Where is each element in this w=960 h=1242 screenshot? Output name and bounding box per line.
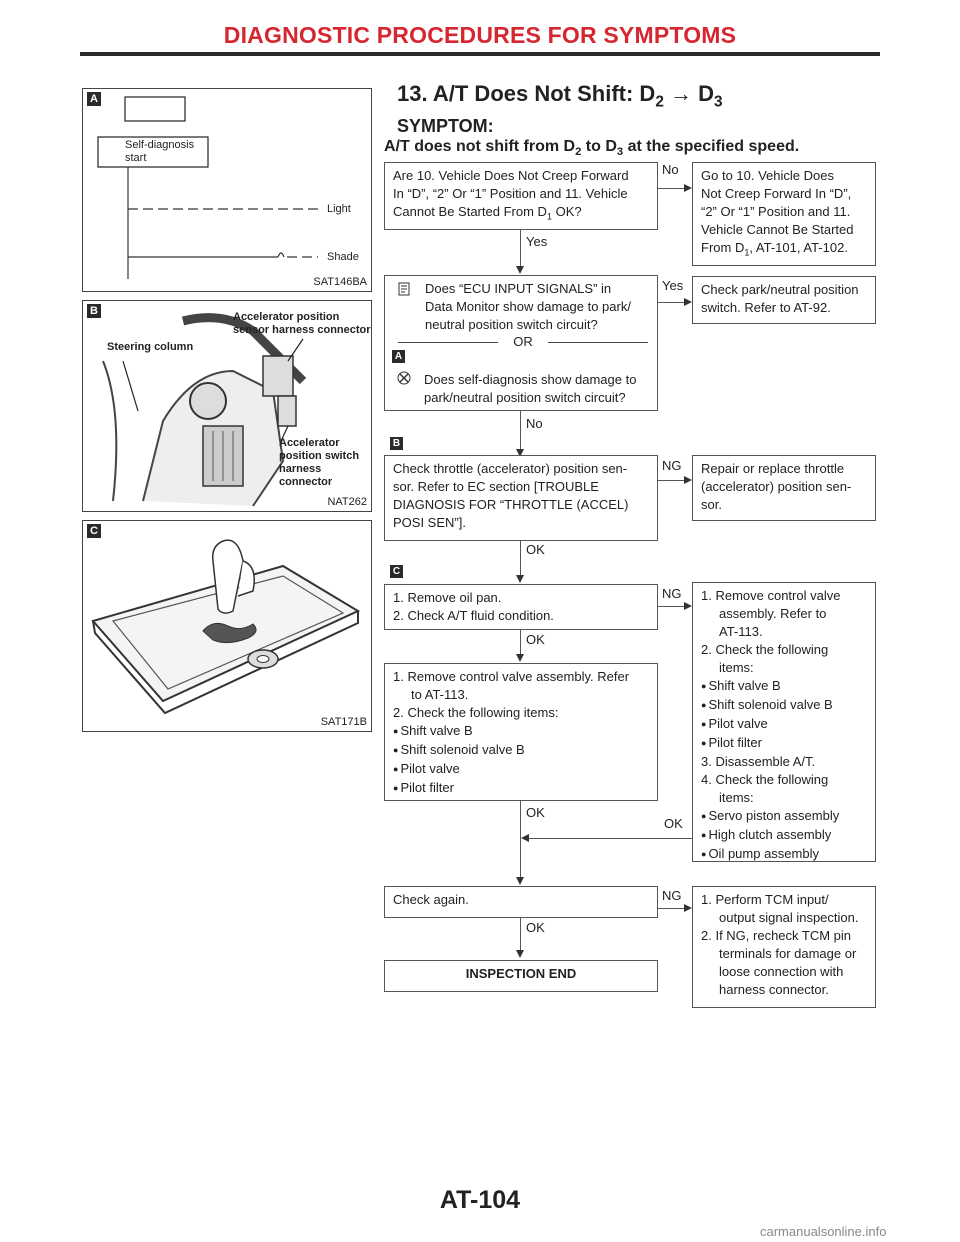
- connector: [526, 838, 692, 839]
- figure-a: [82, 88, 372, 292]
- arrow-right-icon: [684, 184, 692, 192]
- connector: [520, 918, 521, 952]
- arrow-left-icon: [521, 834, 529, 842]
- arrow-down-icon: [516, 266, 524, 274]
- q6-ok-label: OK: [526, 920, 545, 935]
- flow-question-3: Check throttle (accelerator) position sen- sor. Refer to EC section [TROUBLE DIAGNOSIS FOR “THROTTLE (ACCEL) POSI SEN”].: [384, 455, 658, 541]
- symptom-heading: SYMPTOM:: [397, 116, 494, 136]
- connector: [520, 630, 521, 656]
- symptom-statement: A/T does not shift from $D_2$ to $D_3$ at the specified speed.: [384, 138, 800, 159]
- flow-result-6: 1. Perform TCM input/ output signal inspection. 2. If NG, recheck TCM pin terminals for damage or loose connection with harness connector.: [692, 886, 876, 1008]
- watermark: carmanualsonline.info: [760, 1224, 887, 1239]
- figure-tag: A: [87, 92, 101, 106]
- flow-result-2: Check park/neutral position switch. Refer to AT-92.: [692, 276, 876, 324]
- section-title: 13. A/T Does Not Shift: $D_2 \to D_3$: [397, 81, 723, 111]
- q2-text-2b: park/neutral position switch circuit?: [424, 390, 626, 405]
- flow-question-5: 1. Remove control valve assembly. Refer to AT-113. 2. Check the following items: ● Shift valve B ● Shift solenoid valve B ● Pilot valve ● Pilot filter: [384, 663, 658, 801]
- q3-ok-label: OK: [526, 542, 545, 557]
- flow-question-6: Check again.: [384, 886, 658, 918]
- connector: [520, 801, 521, 879]
- figure-b: [82, 300, 372, 512]
- step-tag-a: A: [392, 350, 405, 363]
- q2-text-2a: Does self-diagnosis show damage to: [424, 372, 637, 387]
- accel-switch-label-3: harness connector: [279, 463, 333, 488]
- q6-ng-label: NG: [662, 888, 682, 903]
- inspection-end: INSPECTION END: [384, 960, 658, 992]
- arrow-right-icon: [684, 602, 692, 610]
- light-label: Light: [327, 203, 351, 215]
- arrow-right-icon: [684, 904, 692, 912]
- flow-result-1: Go to 10. Vehicle Does Not Creep Forward In “D”, “2” Or “1” Position and 11. Vehicle Cannot Be Started From $D_1$, AT-101, AT-102.: [692, 162, 876, 266]
- connector: [658, 188, 686, 189]
- data-monitor-icon: [396, 281, 412, 297]
- connector: [658, 480, 686, 481]
- figure-code: SAT171B: [320, 716, 367, 728]
- q4-ng-label: NG: [662, 586, 682, 601]
- figure-c: [82, 520, 372, 732]
- q4-ok-label: OK: [526, 632, 545, 647]
- start-label: start: [125, 152, 147, 164]
- flow-result-3: Repair or replace throttle (accelerator) position sen- sor.: [692, 455, 876, 521]
- header-rule: [80, 52, 880, 56]
- step-tag-c: C: [390, 565, 403, 578]
- figure-tag: C: [87, 524, 101, 538]
- arrow-right-icon: [684, 476, 692, 484]
- step-tag-b: B: [390, 437, 403, 450]
- or-separator: OR: [398, 334, 648, 349]
- arrow-right-icon: [684, 298, 692, 306]
- connector: [658, 908, 686, 909]
- flow-question-4: 1. Remove oil pan. 2. Check A/T fluid condition.: [384, 584, 658, 630]
- arrow-down-icon: [516, 654, 524, 662]
- accel-switch-label-2: position switch: [279, 450, 360, 462]
- arrow-down-icon: [516, 950, 524, 958]
- page-number: AT-104: [439, 1186, 521, 1214]
- connector: [658, 606, 686, 607]
- page-header: DIAGNOSTIC PROCEDURES FOR SYMPTOMS: [223, 22, 737, 48]
- arrow-down-icon: [516, 575, 524, 583]
- connector: [520, 541, 521, 577]
- figure-tag: B: [87, 304, 101, 318]
- figure-code: NAT262: [327, 496, 367, 508]
- accel-switch-label: Accelerator: [279, 437, 340, 449]
- flow-result-4: 1. Remove control valve assembly. Refer to AT-113. 2. Check the following items: ● Shift valve B ● Shift solenoid valve B ● Pilot valve ● Pilot filter 3. Disassemble A/T. 4. Check the following items: ● Servo piston assembly ● High clutch assembly ● Oil pump assembly: [692, 582, 876, 862]
- flow-question-2: Does “ECU INPUT SIGNALS” in Data Monitor show damage to park/ neutral position switch circuit?: [384, 275, 658, 411]
- connector: [520, 230, 521, 268]
- flow-question-1: Are 10. Vehicle Does Not Creep Forward In “D”, “2” Or “1” Position and 11. Vehicle Cannot Be Started From $D_1$ OK?: [384, 162, 658, 230]
- self-diagnosis-icon: [396, 370, 412, 386]
- q2-no-label: No: [526, 416, 543, 431]
- r4-ok-label: OK: [664, 816, 683, 831]
- self-diagnosis-label: Self-diagnosis: [125, 139, 195, 151]
- oil-pan-illustration: [83, 521, 371, 731]
- q5-ok-label: OK: [526, 805, 545, 820]
- connector: [658, 302, 686, 303]
- figure-code: SAT146BA: [313, 276, 367, 288]
- q3-ng-label: NG: [662, 458, 682, 473]
- q1-no-label: No: [662, 162, 679, 177]
- accel-sensor-label-2: sensor harness connector: [233, 324, 371, 336]
- shade-label: Shade: [327, 251, 359, 263]
- connector: [520, 411, 521, 451]
- q2-yes-label: Yes: [662, 278, 684, 293]
- steering-column-label: Steering column: [107, 341, 194, 353]
- q1-yes-label: Yes: [526, 234, 548, 249]
- arrow-down-icon: [516, 877, 524, 885]
- accel-sensor-label: Accelerator position: [233, 311, 340, 323]
